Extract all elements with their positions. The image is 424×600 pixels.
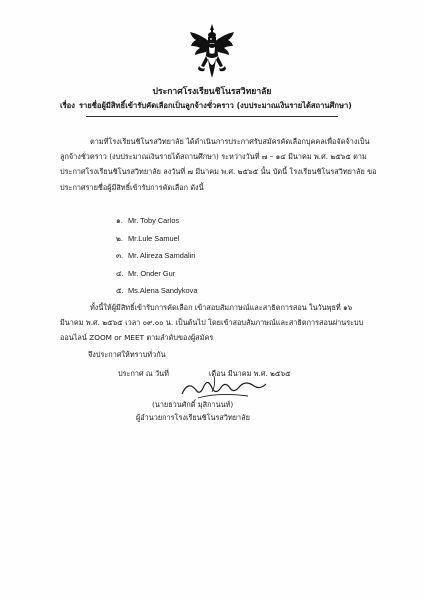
paragraph-closing: จึงประกาศให้ทราบทั่วกัน bbox=[88, 350, 166, 359]
subject-text: รายชื่อผู้มีสิทธิ์เข้ารับคัดเลือกเป็นลูกจ้างชั่วคราว (งบประมาณเงินรายได้สถานศึกษา) bbox=[78, 101, 352, 110]
paragraph-announcement: ตามที่โรงเรียนชิโนรสวิทยาลัย ได้ดำเนินการประกาศรับสมัครคัดเลือกบุคคลเพื่อจัดจ้างเป็นลูกจ้างชั่วคราว (งบประมาณเงินรายได้สถานศึกษา) ระหว่างวันที่ ๗ – ๑๔ มีนาคม พ.ศ. ๒๕๖๕ ตามประกาศโรงเรียนชิโนรสวิทยาลัย ลงวันที่ ๗ มีนาคม พ.ศ. ๒๕๖๕ นั้น บัดนี้ โรงเรียนชิโนรสวิทยาลัย ขอประกาศรายชื่อผู้มีสิทธิ์เข้ารับการคัดเลือก ดังนี้ bbox=[60, 137, 377, 192]
signer-name: (นายธวนศักดิ์ มุสิกานนท์) bbox=[152, 400, 234, 409]
handwritten-signature bbox=[178, 370, 268, 404]
candidate-item: ๕. Ms.Alena Sandykova bbox=[116, 286, 198, 296]
document-subject bbox=[60, 100, 390, 112]
paragraph-interview-schedule: ทั้งนี้ให้ผู้มีสิทธิ์เข้ารับการคัดเลือก เข้าสอบสัมภาษณ์และสาธิตการสอน ในวันพุธที่ ๑๖ มีนาคม พ.ศ. ๒๕๖๕ เวลา ๐๙.๐๐ น. เป็นต้นไป โดยเข้าสอบสัมภาษณ์และสาธิตการสอนผ่านระบบออนไลน์ ZOOM or MEET ตามลำดับของผู้สมัคร bbox=[60, 303, 364, 343]
date-label: ประกาศ ณ วันที่ bbox=[118, 369, 169, 378]
signer-position: ผู้อำนวยการโรงเรียนชิโนรสวิทยาลัย bbox=[136, 413, 250, 422]
garuda-emblem-icon bbox=[188, 22, 236, 82]
date-month-year: เดือน มีนาคม พ.ศ. ๒๕๖๕ bbox=[208, 369, 291, 378]
candidate-list bbox=[116, 212, 197, 300]
candidate-item: ๔. Mr. Onder Gur bbox=[116, 268, 176, 278]
document-title: ประกาศโรงเรียนชิโนรสวิทยาลัย bbox=[152, 87, 272, 97]
candidate-item: ๑. Mr. Toby Carlos bbox=[116, 216, 180, 225]
candidate-item: ๒. Mr.Lule Samuel bbox=[116, 233, 180, 243]
divider-line bbox=[86, 116, 338, 117]
candidate-item: ๓. Mr. Alireza Samdaliri bbox=[116, 251, 196, 261]
subject-label: เรื่อง bbox=[60, 101, 75, 110]
